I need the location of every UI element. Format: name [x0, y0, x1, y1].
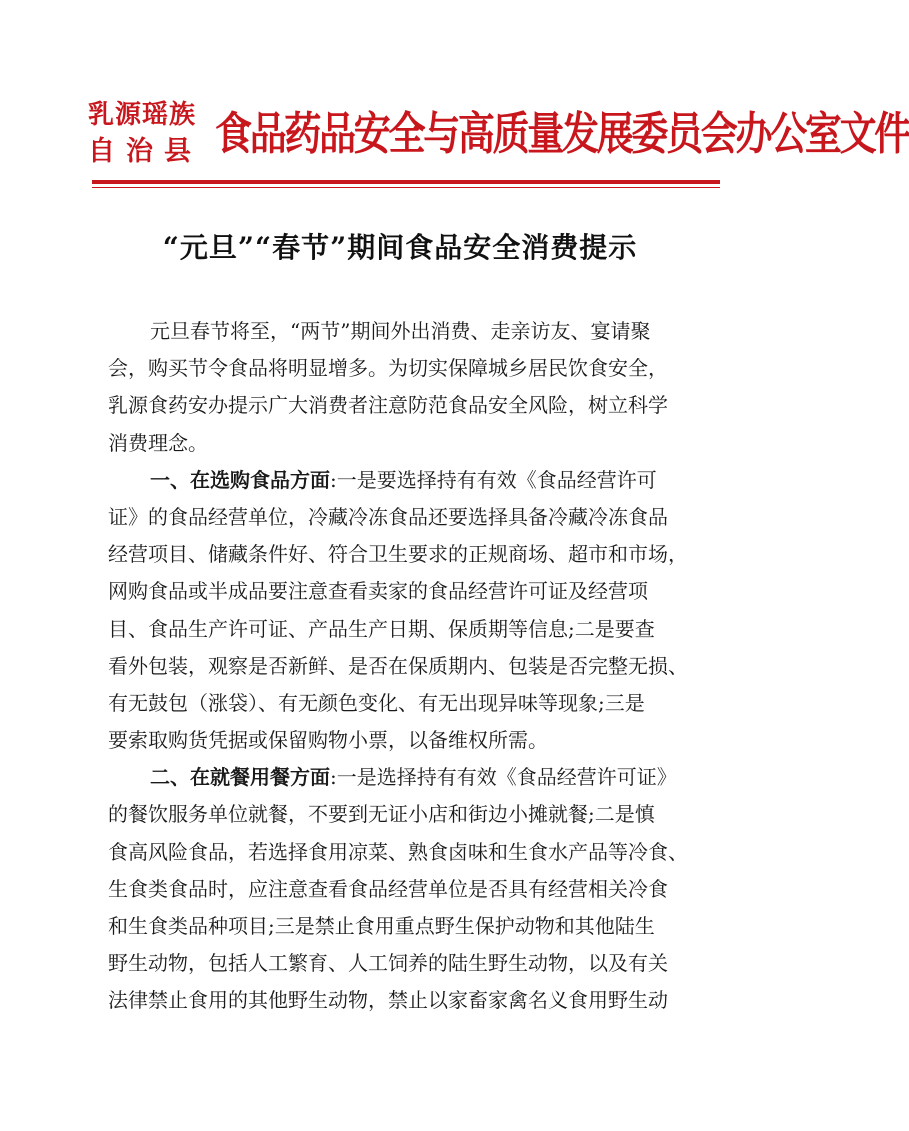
header-rule-thin	[92, 187, 720, 188]
document-body	[108, 313, 708, 1020]
section-line: 食高风险食品，若选择食用凉菜、熟食卤味和生食水产品等冷食、	[108, 839, 688, 864]
section-line: 看外包装，观察是否新鲜、是否在保质期内、包装是否完整无损、	[108, 653, 688, 678]
intro-paragraph	[108, 313, 708, 462]
intro-line: 会，购买节令食品将明显增多。为切实保障城乡居民饮食安全，	[108, 356, 668, 381]
issuing-county	[88, 92, 213, 167]
intro-line: 元旦春节将至，“两节”期间外出消费、走亲访友、宴请聚	[150, 319, 651, 343]
document-header	[88, 92, 909, 167]
document-title: “元旦”“春节”期间食品安全消费提示	[162, 231, 638, 264]
section-first-line	[108, 462, 708, 499]
section-line: 的餐饮服务单位就餐，不要到无证小店和街边小摊就餐;二是慎	[108, 802, 655, 827]
intro-line: 乳源食药安办提示广大消费者注意防范食品安全风险，树立科学	[108, 393, 668, 418]
section-line: 有无鼓包（涨袋）、有无颜色变化、有无出现异味等现象;三是	[108, 690, 645, 715]
section-line: 生食类食品时，应注意查看食品经营单位是否具有经营相关冷食	[108, 876, 668, 901]
section-line: 经营项目、储藏条件好、符合卫生要求的正规商场、超市和市场，	[108, 542, 688, 567]
section-line: :一是选择持有有效《食品经营许可证》	[330, 765, 677, 790]
section-line: 野生动物，包括人工繁育、人工饲养的陆生野生动物，以及有关	[108, 951, 668, 976]
county-name-line-1: 乳源瑶族	[88, 100, 197, 130]
section-line: 法律禁止食用的其他野生动物，禁止以家畜家禽名义食用野生动	[108, 988, 668, 1013]
section-line: 网购食品或半成品要注意查看卖家的食品经营许可证及经营项	[108, 579, 648, 604]
header-rule-thick	[92, 180, 720, 184]
section-line: :一是要选择持有有效《食品经营许可	[330, 467, 657, 492]
intro-line: 消费理念。	[108, 430, 208, 455]
section-heading: 一、在选购食品方面	[150, 467, 330, 492]
issuing-office-name: 食品药品安全与高质量发展委员会办公室文件	[215, 107, 909, 160]
section-dining	[108, 759, 708, 1019]
section-purchasing	[108, 462, 708, 760]
county-name-line-2: 自治县	[88, 136, 202, 167]
section-line: 目、食品生产许可证、产品生产日期、保质期等信息;二是要查	[108, 616, 655, 641]
section-heading: 二、在就餐用餐方面	[150, 765, 330, 790]
section-first-line	[108, 759, 708, 796]
section-line: 要索取购货凭据或保留购物小票，以备维权所需。	[108, 728, 548, 753]
section-line: 证》的食品经营单位，冷藏冷冻食品还要选择具备冷藏冷冻食品	[108, 504, 668, 529]
section-line: 和生食类品种项目;三是禁止食用重点野生保护动物和其他陆生	[108, 914, 655, 938]
